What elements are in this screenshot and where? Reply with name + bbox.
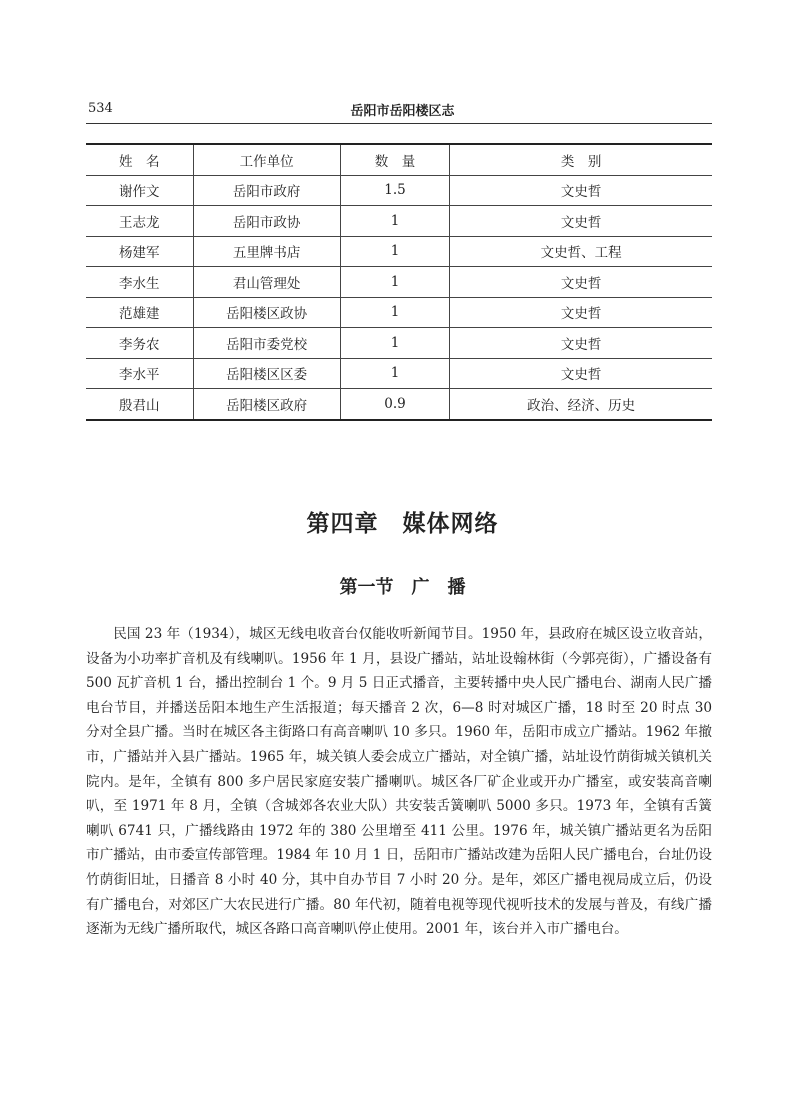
- cell-name: 李水生: [86, 267, 193, 298]
- cell-name: 李水平: [86, 358, 193, 389]
- header-divider: [86, 123, 712, 124]
- table-row: [86, 328, 712, 359]
- section-title: 第一节 广 播: [339, 577, 466, 598]
- table-header-row: [86, 144, 712, 175]
- table-row: [86, 267, 712, 298]
- table-row: [86, 175, 712, 206]
- cell-category: 文史哲: [450, 358, 712, 389]
- cell-workplace: 岳阳楼区政府: [193, 389, 340, 420]
- cell-name: 谢作文: [86, 175, 193, 206]
- cell-category: 政治、经济、历史: [450, 389, 712, 420]
- cell-name: 王志龙: [86, 206, 193, 237]
- cell-workplace: 五里牌书店: [193, 236, 340, 267]
- cell-quantity: 1: [340, 297, 450, 328]
- page-number: 534: [88, 101, 113, 116]
- cell-name: 杨建军: [86, 236, 193, 267]
- column-header-workplace: 工作单位: [193, 144, 340, 175]
- cell-quantity: 1: [340, 267, 450, 298]
- running-title: 岳阳市岳阳楼区志: [350, 104, 455, 119]
- cell-quantity: 0.9: [340, 389, 450, 420]
- cell-category: 文史哲: [450, 175, 712, 206]
- cell-category: 文史哲: [450, 328, 712, 359]
- table-row: [86, 297, 712, 328]
- cell-workplace: 岳阳市委党校: [193, 328, 340, 359]
- cell-name: 范雄建: [86, 297, 193, 328]
- section-paragraph: 民国 23 年（1934），城区无线电收音台仅能收听新闻节目。1950 年，县政府在城区设立收音站，设备为小功率扩音机及有线喇叭。1956 年 1 月，县设广播站，站址设翰林街（今郭亮街），广播设备有 500 瓦扩音机 1 台，播出控制台 1 个。9 月 5 日正式播音，主要转播中央人民广播电台、湖南人民广播电台节目，并播送岳阳本地生产生活报道；每天播音 2 次，6—8 时对城区广播，18 时至 20 时点 30 分对全县广播。当时在城区各主街路口有高音喇叭 10 多只。1960 年，岳阳市成立广播站。1962 年撤市，广播站并入县广播站。1965 年，城关镇人委会成立广播站，对全镇广播，站址设竹荫街城关镇机关院内。是年，全镇有 800 多户居民家庭安装广播喇叭。城区各厂矿企业或开办广播室，或安装高音喇叭，至 1971 年 8 月，全镇（含城郊各农业大队）共安装舌簧喇叭 5000 多只。1973 年，全镇有舌簧喇叭 6741 只，广播线路由 1972 年的 380 公里增至 411 公里。1976 年，城关镇广播站更名为岳阳市广播站，由市委宣传部管理。1984 年 10 月 1 日，岳阳市广播站改建为岳阳人民广播电台，台址仍设竹荫街旧址，日播音 8 小时 40 分，其中自办节目 7 小时 20 分。是年，郊区广播电视局成立后，仍设有广播电台，对郊区广大农民进行广播。80 年代初，随着电视等现代视听技术的发展与普及，有线广播逐渐为无线广播所取代，城区各路口高音喇叭停止使用。2001 年，该台并入市广播电台。: [86, 626, 712, 938]
- cell-category: 文史哲、工程: [450, 236, 712, 267]
- cell-workplace: 岳阳市政府: [193, 175, 340, 206]
- column-header-quantity: 数 量: [340, 144, 450, 175]
- cell-category: 文史哲: [450, 267, 712, 298]
- table-row: [86, 236, 712, 267]
- cell-quantity: 1: [340, 206, 450, 237]
- table-row: [86, 358, 712, 389]
- cell-quantity: 1: [340, 358, 450, 389]
- cell-workplace: 君山管理处: [193, 267, 340, 298]
- table-row: [86, 389, 712, 420]
- cell-name: 李务农: [86, 328, 193, 359]
- cell-name: 殷君山: [119, 397, 160, 414]
- cell-workplace: 岳阳楼区区委: [193, 358, 340, 389]
- cell-category: 文史哲: [450, 297, 712, 328]
- cell-workplace: 岳阳市政协: [193, 206, 340, 237]
- chapter-title: 第四章 媒体网络: [306, 511, 499, 537]
- table-row: [86, 206, 712, 237]
- cell-quantity: 1.5: [340, 175, 450, 206]
- cell-quantity: 1: [340, 328, 450, 359]
- cell-workplace: 岳阳楼区政协: [193, 297, 340, 328]
- staff-table: [86, 143, 712, 421]
- cell-quantity: 1: [340, 236, 450, 267]
- cell-category: 文史哲: [450, 206, 712, 237]
- column-header-name: 姓 名: [86, 144, 193, 175]
- column-header-category: 类 别: [450, 144, 712, 175]
